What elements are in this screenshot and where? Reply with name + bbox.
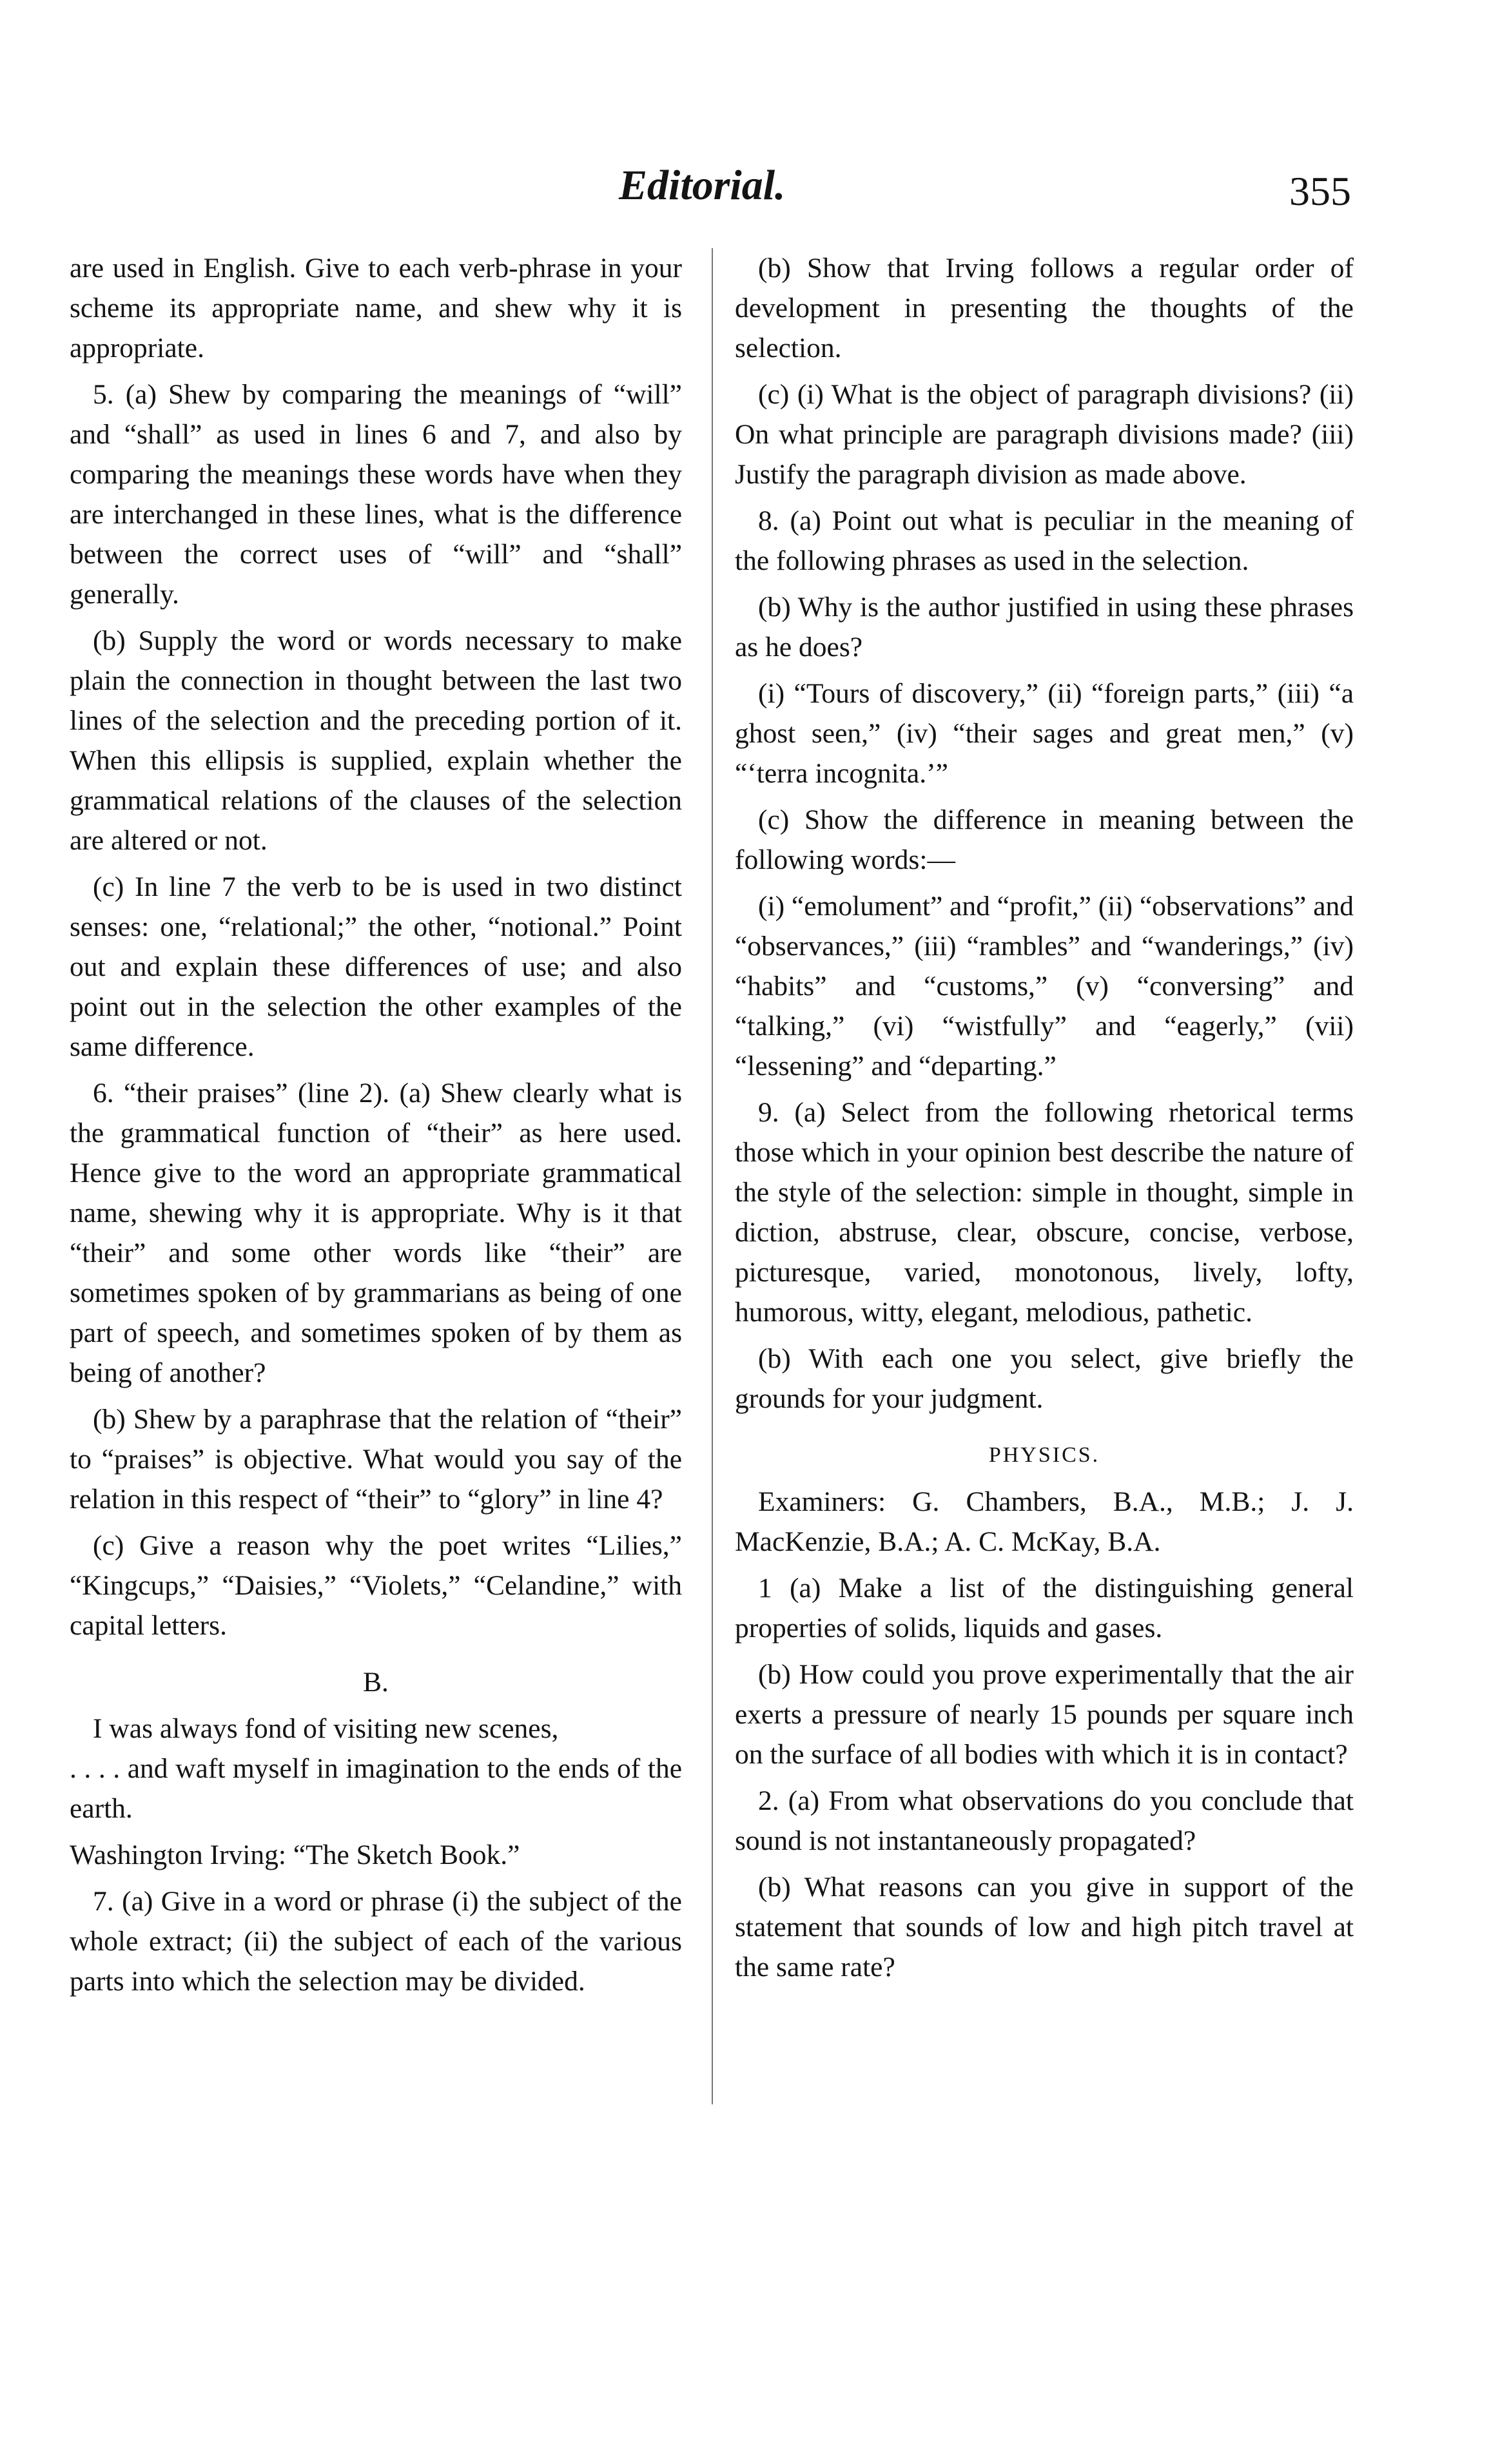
question-5b: (b) Supply the word or words necessary to make plain the connection in thought between the last two lines of the selection and the preceding portion of it. When this ellipsis is supplied, explain whether the grammatical relations of the clauses of the selection are altered or not. bbox=[70, 625, 682, 856]
question-5c: (c) In line 7 the verb to be is used in two distinct senses: one, “relational;” the other, “notional.” Point out and explain these differences of use; and also point out in the selection the other examples of the same difference. bbox=[70, 871, 682, 1062]
physics-question-2b: (b) What reasons can you give in support of the statement that sounds of low and high pitch travel at the same rate? bbox=[735, 1872, 1354, 1983]
question-7a: 7. (a) Give in a word or phrase (i) the subject of the whole extract; (ii) the subject of each of the various parts into which the selection may be divided. bbox=[70, 1886, 682, 1997]
quote-line-1: I was always fond of visiting new scenes, bbox=[93, 1713, 559, 1744]
quote-line-2: . . . . and waft myself in imagination to the ends of the earth. bbox=[70, 1753, 682, 1824]
physics-question-1b: (b) How could you prove experimentally that the air exerts a pressure of nearly 15 pounds per square inch on the surface of all bodies with which it is in contact? bbox=[735, 1659, 1354, 1770]
left-column bbox=[70, 248, 682, 2008]
question-8c: (c) Show the difference in meaning between the following words:— bbox=[735, 804, 1354, 875]
physics-heading: PHYSICS. bbox=[988, 1443, 1100, 1467]
physics-question-1a: 1 (a) Make a list of the distinguishing general properties of solids, liquids and gases. bbox=[735, 1573, 1354, 1644]
question-6a: 6. “their praises” (line 2). (a) Shew clearly what is the grammatical function of “their” as here used. Hence give to the word an appropriate grammatical name, shewing why it is appropriate. Why is it that “their” and some other words like “their” are sometimes spoken of by grammarians as being of one part of speech, and sometimes spoken of by them as being of another? bbox=[70, 1078, 682, 1388]
question-9a: 9. (a) Select from the following rhetorical terms those which in your opinion best describe the nature of the style of the selection: simple in thought, simple in diction, abstruse, clear, obscure, concise, verbose, picturesque, varied, monotonous, lively, lofty, humorous, witty, elegant, melodious, pathetic. bbox=[735, 1097, 1354, 1328]
examiners-line: Examiners: G. Chambers, B.A., M.B.; J. J. MacKenzie, B.A.; A. C. McKay, B.A. bbox=[735, 1486, 1354, 1557]
question-7b: (b) Show that Irving follows a regular order of development in presenting the thoughts of the selection. bbox=[735, 253, 1354, 364]
phrase-list: (i) “Tours of discovery,” (ii) “foreign parts,” (iii) “a ghost seen,” (iv) “their sages and great men,” (v) “‘terra incognita.’” bbox=[735, 678, 1354, 789]
question-7c: (c) (i) What is the object of paragraph divisions? (ii) On what principle are paragraph divisions made? (iii) Justify the paragraph division as made above. bbox=[735, 379, 1354, 490]
question-8a: 8. (a) Point out what is peculiar in the meaning of the following phrases as used in the selection. bbox=[735, 505, 1354, 576]
right-column bbox=[735, 248, 1354, 1994]
question-6c: (c) Give a reason why the poet writes “Lilies,” “Kingcups,” “Daisies,” “Violets,” “Celandine,” with capital letters. bbox=[70, 1530, 682, 1641]
running-title: Editorial. bbox=[619, 162, 786, 209]
page-number: 355 bbox=[1289, 168, 1351, 214]
quote-attribution: Washington Irving: “The Sketch Book.” bbox=[70, 1839, 520, 1870]
page-header bbox=[0, 161, 1500, 226]
question-5a: 5. (a) Shew by comparing the meanings of “will” and “shall” as used in lines 6 and 7, and also by comparing the meanings these words have when they are interchanged in these lines, what is the difference between the correct uses of “will” and “shall” generally. bbox=[70, 379, 682, 610]
section-b-heading: B. bbox=[363, 1667, 389, 1698]
physics-question-2a: 2. (a) From what observations do you conclude that sound is not instantaneously propagated? bbox=[735, 1785, 1354, 1856]
paragraph: are used in English. Give to each verb-phrase in your scheme its appropriate name, and shew why it is appropriate. bbox=[70, 253, 682, 364]
column-divider bbox=[712, 248, 713, 2104]
question-9b: (b) With each one you select, give briefly the grounds for your judgment. bbox=[735, 1343, 1354, 1414]
word-pairs-list: (i) “emolument” and “profit,” (ii) “observations” and “observances,” (iii) “rambles” and “wanderings,” (iv) “habits” and “customs,” (v) “conversing” and “talking,” (vi) “wistfully” and “eagerly,” (vii) “lessening” and “departing.” bbox=[735, 891, 1354, 1082]
question-8b: (b) Why is the author justified in using these phrases as he does? bbox=[735, 592, 1354, 663]
question-6b: (b) Shew by a paraphrase that the relation of “their” to “praises” is objective. What would you say of the relation in this respect of “their” to “glory” in line 4? bbox=[70, 1404, 682, 1515]
